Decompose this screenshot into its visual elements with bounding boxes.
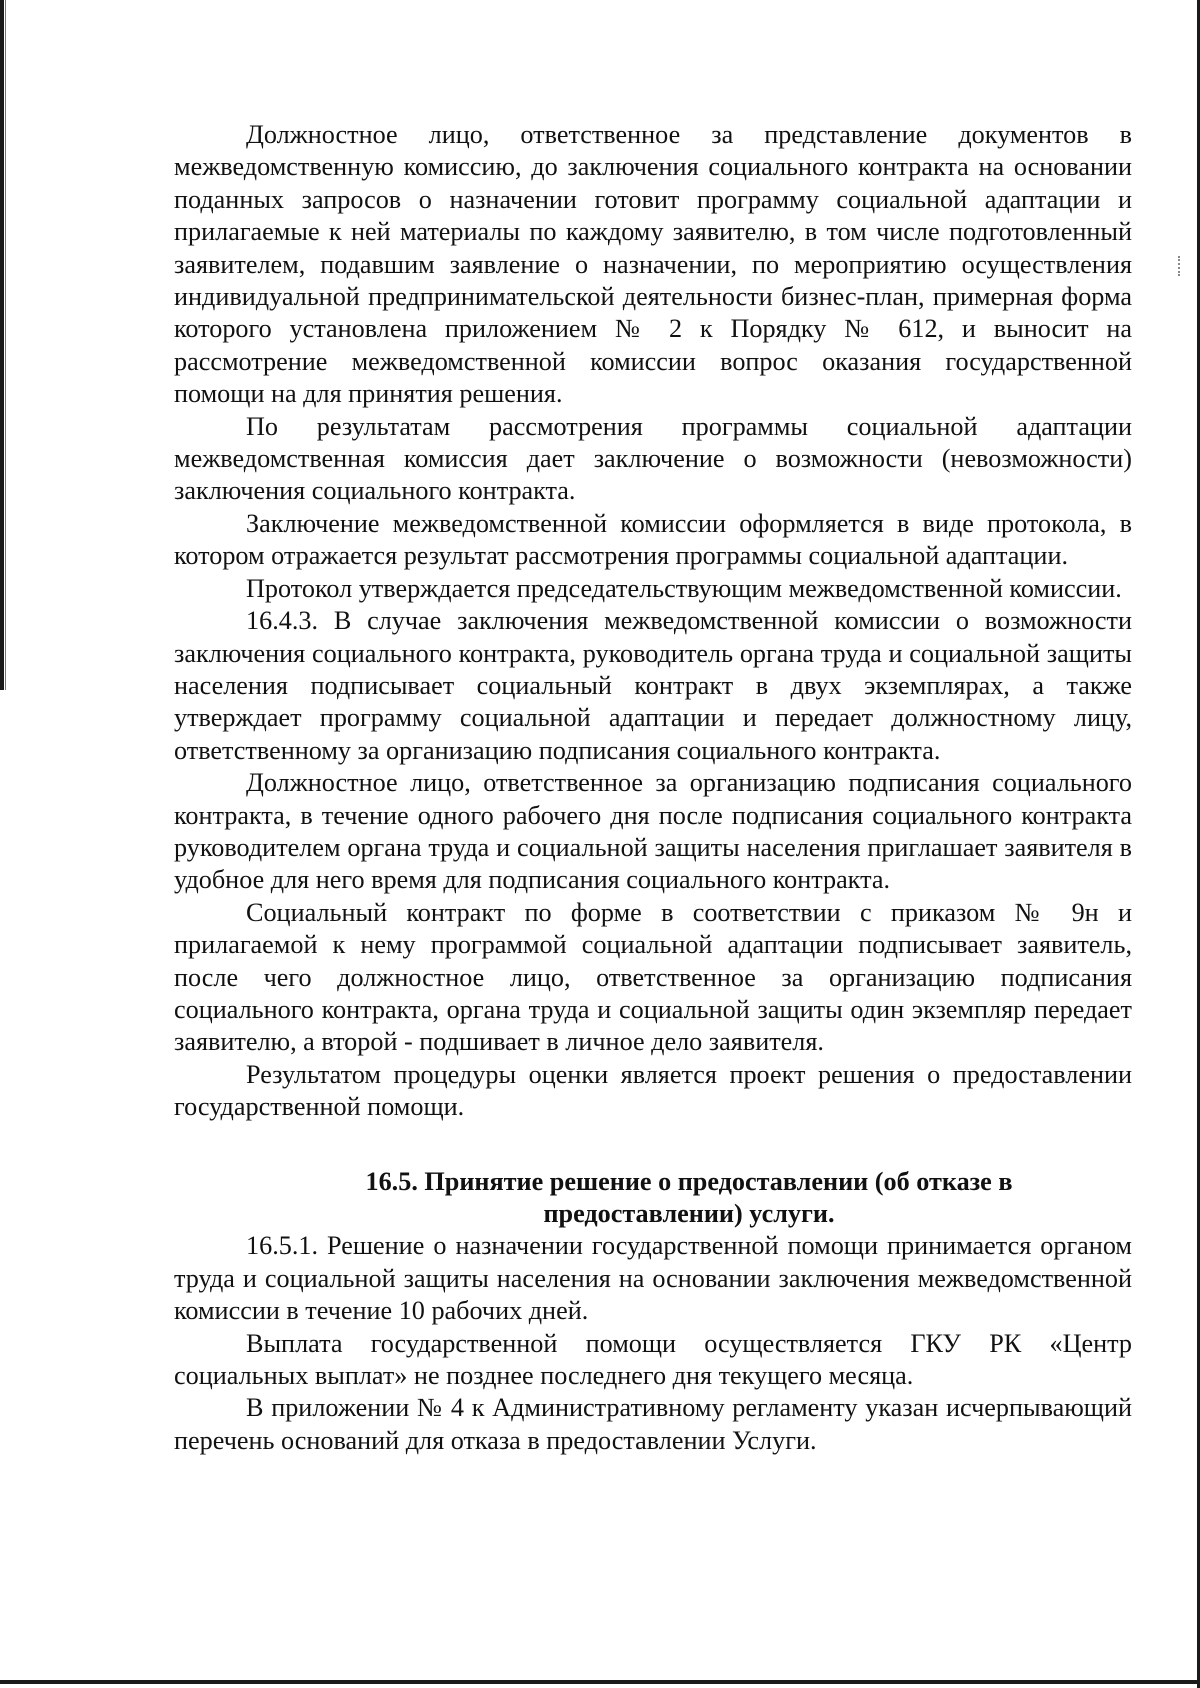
- paragraph: 16.4.3. В случае заключения межведомственной комиссии о возможности заключения социального контракта, руководитель органа труда и социальной защиты населения подписывает социальный контракт в двух экземплярах, а также утверждает программу социальной адаптации и передает должностному лицу, ответственному за организацию подписания социального контракта.: [174, 606, 1132, 765]
- scan-border-left-shadow: [5, 0, 6, 690]
- paragraph: Выплата государственной помощи осуществляется ГКУ РК «Центр социальных выплат» не позднее последнего дня текущего месяца.: [174, 1328, 1132, 1391]
- paragraph: Протокол утверждается председательствующим межведомственной комиссии.: [246, 573, 1122, 603]
- section-heading-line: предоставлении) услуги.: [543, 1199, 835, 1228]
- section-spacer: [174, 1124, 1132, 1166]
- section-heading: [174, 1166, 1132, 1231]
- paragraph: Должностное лицо, ответственное за организацию подписания социального контракта, в течение одного рабочего дня после подписания социального контракта руководителем органа труда и социальной защиты населения приглашает заявителя в удобное для него время для подписания социального контракта.: [174, 768, 1132, 895]
- paragraph: Социальный контракт по форме в соответствии с приказом № 9н и прилагаемой к нему программой социальной адаптации подписывает заявитель, после чего должностное лицо, ответственное за организацию подписания социального контракта, органа труда и социальной защиты один экземпляр передает заявителю, а второй - подшивает в личное дело заявителя.: [174, 897, 1132, 1057]
- document-page: [174, 119, 1132, 1457]
- paragraph: По результатам рассмотрения программы социальной адаптации межведомственная комиссия дает заключение о возможности (невозможности) заключения социального контракта.: [174, 411, 1132, 506]
- scan-border-bottom: [0, 1680, 1200, 1684]
- scan-border-left: [0, 0, 4, 690]
- paragraph: Результатом процедуры оценки является проект решения о предоставлении государственной помощи.: [174, 1059, 1132, 1122]
- paragraph: В приложении № 4 к Административному регламенту указан исчерпывающий перечень оснований для отказа в предоставлении Услуги.: [174, 1393, 1132, 1455]
- paragraph: 16.5.1. Решение о назначении государственной помощи принимается органом труда и социальной защиты населения на основании заключения межведомственной комиссии в течение 10 рабочих дней.: [174, 1231, 1132, 1326]
- section-heading-line: 16.5. Принятие решение о предоставлении (об отказе в: [365, 1166, 1013, 1196]
- paragraph: Заключение межведомственной комиссии оформляется в виде протокола, в котором отражается результат рассмотрения программы социальной адаптации.: [174, 508, 1132, 571]
- scan-artifact-mark: [1178, 256, 1182, 276]
- paragraph: Должностное лицо, ответственное за представление документов в межведомственную комиссию, до заключения социального контракта на основании поданных запросов о назначении готовит программу социальной адаптации и прилагаемые к ней материалы по каждому заявителю, в том числе подготовленный заявителем, подавшим заявление о назначении, по мероприятию осуществления индивидуальной предпринимательской деятельности бизнес-план, примерная форма которого установлена приложением № 2 к Порядку № 612, и выносит на рассмотрение межведомственной комиссии вопрос оказания государственной помощи на для принятия решения.: [174, 120, 1132, 409]
